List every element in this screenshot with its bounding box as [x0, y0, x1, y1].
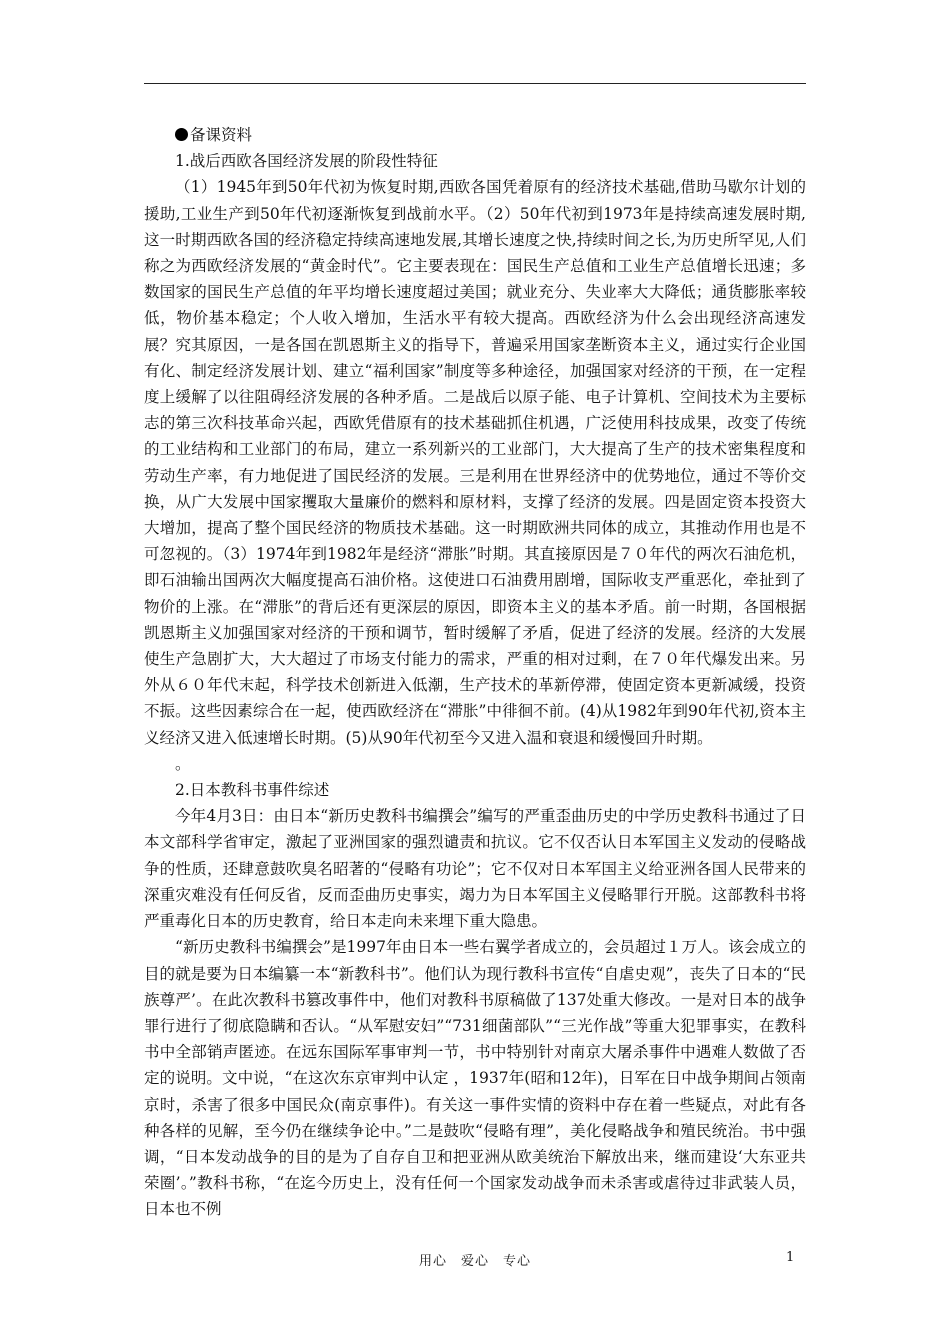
- paragraph: “新历史教科书编撰会”是1997年由日本一些右翼学者成立的，会员超过１万人。该会成立的目的就是要为日本编纂一本“新教科书”。他们认为现行教科书宣传“自虐史观”，丧失了日本的“民族尊严’。在此次教科书篡改事件中，他们对教科书原稿做了137处重大修改。一是对日本的战争罪行进行了彻底隐瞒和否认。“从军慰安妇”“731细菌部队”“三光作战”等重大犯罪事实，在教科书中全部销声匿迹。在远东国际军事审判一节，书中特别针对南京大屠杀事件中遇难人数做了否定的说明。文中说，“在这次东京审判中认定 ，1937年(昭和12年)，日军在日中战争期间占领南京时，杀害了很多中国民众(南京事件)。有关这一事件实情的资料中存在着一些疑点，对此有各种各样的见解，至今仍在继续争论中。”二是鼓吹“侵略有理”，美化侵略战争和殖民统治。书中强调，“日本发动战争的目的是为了自存自卫和把亚洲从欧美统治下解放出来，继而建设‘大东亚共荣圈’。”教科书称，“在迄今历史上，没有任何一个国家发动战争而未杀害或虐待过非武装人员，日本也不例: [144, 938, 806, 1219]
- footer-motto: 用心 爱心 专心: [418, 1254, 531, 1269]
- paragraph: （1）1945年到50年代初为恢复时期,西欧各国凭着原有的经济技术基础,借助马歇尔计划的援助,工业生产到50年代初逐渐恢复到战前水平。（2）50年代初到1973年是持续高速发展时期,这一时期西欧各国的经济稳定持续高速地发展,其增长速度之快,持续时间之长,为历史所罕见,人们称之为西欧经济发展的“黄金时代”。它主要表现在：国民生产总值和工业生产总值增长迅速；多数国家的国民生产总值的年平均增长速度超过美国；就业充分、失业率大大降低；通货膨胀率较低，物价基本稳定；个人收入增加，生活水平有较大提高。西欧经济为什么会出现经济高速发展？究其原因，一是各国在凯恩斯主义的指导下，普遍采用国家垄断资本主义，通过实行企业国有化、制定经济发展计划、建立“福利国家”制度等多种途径，加强国家对经济的干预，在一定程度上缓解了以往阻碍经济发展的各种矛盾。二是战后以原子能、电子计算机、空间技术为主要标志的第三次科技革命兴起，西欧凭借原有的技术基础抓住机遇，广泛使用科技成果，改变了传统的工业结构和工业部门的布局，建立一系列新兴的工业部门，大大提高了生产的技术密集程度和劳动生产率，有力地促进了国民经济的发展。三是利用在世界经济中的优势地位，通过不等价交换，从广大发展中国家攫取大量廉价的燃料和原材料，支撑了经济的发展。四是固定资本投资大大增加，提高了整个国民经济的物质技术基础。这一时期欧洲共同体的成立，其推动作用也是不可忽视的。（3）1974年到1982年是经济“滞胀”时期。其直接原因是７０年代的两次石油危机，即石油输出国两次大幅度提高石油价格。这使进口石油费用剧增，国际收支严重恶化，牵扯到了物价的上涨。在“滞胀”的背后还有更深层的原因，即资本主义的基本矛盾。前一时期，各国根据凯恩斯主义加强国家对经济的干预和调节，暂时缓解了矛盾，促进了经济的发展。经济的大发展使生产急剧扩大，大大超过了市场支付能力的需求，严重的相对过剩，在７０年代爆发出来。另外从６０年代末起，科学技术创新进入低潮，生产技术的革新停滞，使固定资本更新减缓，投资不振。这些因素综合在一起，使西欧经济在“滞胀”中徘徊不前。(4)从1982年到90年代初,资本主义经济又进入低速增长时期。(5)从90年代初至今又进入温和衰退和缓慢回升时期。: [144, 178, 806, 747]
- section-title-text: 备课资料: [190, 126, 253, 144]
- trailing-mark: 。: [175, 754, 191, 773]
- page-footer: [0, 1250, 950, 1274]
- item-heading: 2.日本教科书事件综述: [175, 781, 330, 800]
- bullet-dot-icon: [175, 128, 188, 141]
- section-title: [144, 122, 806, 148]
- page-number: 1: [786, 1250, 795, 1265]
- item-heading: 1.战后西欧各国经济发展的阶段性特征: [175, 152, 438, 171]
- header-rule: [144, 83, 806, 84]
- paragraph: 今年4月3日：由日本“新历史教科书编撰会”编写的严重歪曲历史的中学历史教科书通过了日本文部科学省审定，激起了亚洲国家的强烈谴责和抗议。它不仅否认日本军国主义发动的侵略战争的性质，还肆意鼓吹臭名昭著的“侵略有功论”；它不仅对日本军国主义给亚洲各国人民带来的深重灾难没有任何反省，反而歪曲历史事实，竭力为日本军国主义侵略罪行开脱。这部教科书将严重毒化日本的历史教育，给日本走向未来埋下重大隐患。: [144, 807, 806, 931]
- document-body: [144, 122, 806, 1223]
